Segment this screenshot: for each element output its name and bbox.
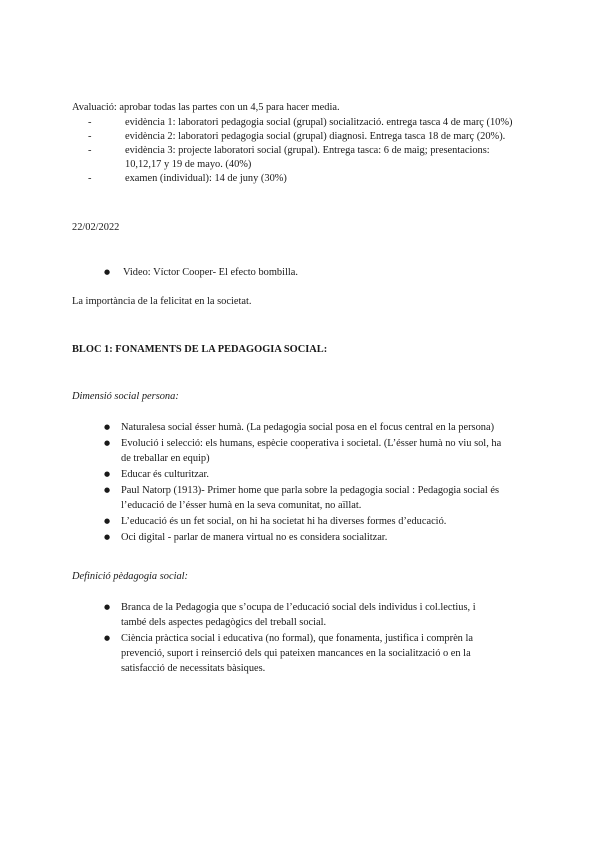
video-list: [104, 265, 298, 281]
list-item: [104, 265, 298, 280]
list-item: [104, 420, 501, 435]
dimension-item-2: Evolució i selecció: els humans, espècie cooperativa i societal. (L’ésser humà no viu sol, ha: [121, 438, 502, 449]
list-item: [88, 130, 512, 144]
evaluation-item-1: evidència 1: laboratori pedagogia social (grupal) socialització. entrega tasca 4 de març (10%): [125, 117, 513, 128]
evaluation-item-3-continued: 10,12,17 y 19 de mayo. (40%): [125, 159, 252, 170]
list-item: [104, 467, 501, 482]
dimension-item-3: Educar és culturitzar.: [121, 469, 209, 480]
list-item: [104, 646, 476, 661]
evaluation-item-4: examen (individual): 14 de juny (30%): [125, 173, 287, 184]
dimension-item-2-continued: de treballar en equip): [121, 453, 210, 464]
definition-item-2: Ciència pràctica social i educativa (no formal), que fonamenta, justifica i comprèn la: [121, 633, 473, 644]
list-item: [104, 514, 501, 529]
bullet-icon: [104, 631, 110, 647]
bullet-icon: [104, 514, 110, 530]
bullet-icon: [104, 467, 110, 483]
dimension-item-1: Naturalesa social ésser humà. (La pedagogia social posa en el focus central en la persona): [121, 422, 495, 433]
video-reference: Video: Víctor Cooper- El efecto bombilla.: [123, 267, 298, 278]
dimension-item-4-continued: l’educació de l’ésser humà en la seva comunitat, no aïllat.: [121, 500, 362, 511]
evaluation-item-2: evidència 2: laboratori pedagogia social (grupal) diagnosi. Entrega tasca 18 de març (20%).: [125, 131, 506, 142]
definition-list: [104, 600, 476, 677]
list-item: [88, 158, 512, 172]
list-item: [88, 116, 512, 130]
list-item: [104, 600, 476, 615]
bullet-icon: [104, 265, 110, 281]
bullet-icon: [104, 436, 110, 452]
definition-item-2-end: satisfacció de necessitats bàsiques.: [121, 663, 266, 674]
definition-item-1-continued: també dels aspectes pedagògics del treball social.: [121, 617, 327, 628]
session-date: 22/02/2022: [72, 222, 120, 233]
dimension-list: [104, 420, 501, 546]
dimension-item-5: L’educació és un fet social, on hi ha societat hi ha diverses formes d’educació.: [121, 516, 447, 527]
bullet-icon: [104, 530, 110, 546]
list-item: [104, 451, 501, 466]
list-item: [88, 144, 512, 158]
definition-item-2-continued: prevenció, suport i reinserció dels qui pateixen mancances en la socialització o en la: [121, 648, 471, 659]
list-item: [104, 436, 501, 451]
bullet-icon: [104, 483, 110, 499]
list-item: [104, 498, 501, 513]
evaluation-title: Avaluació: aprobar todas las partes con un 4,5 para hacer media.: [72, 102, 340, 113]
bullet-icon: [104, 420, 110, 436]
list-item: [104, 530, 501, 545]
evaluation-item-3: evidència 3: projecte laboratori social (grupal). Entrega tasca: 6 de maig; presentacions:: [125, 145, 490, 156]
definition-item-1: Branca de la Pedagogia que s’ocupa de l’educació social dels individus i col.lectius, i: [121, 602, 476, 613]
bullet-icon: [104, 600, 110, 616]
list-item: [104, 615, 476, 630]
happiness-note: La importància de la felicitat en la societat.: [72, 296, 252, 307]
dimension-item-6: Oci digital - parlar de manera virtual no es considera socialitzar.: [121, 532, 388, 543]
bloc-heading: BLOC 1: FONAMENTS DE LA PEDAGOGIA SOCIAL:: [72, 344, 328, 355]
list-item: [88, 172, 512, 186]
dimension-title: Dimensió social persona:: [72, 391, 179, 402]
evaluation-list: [88, 116, 512, 186]
list-item: [104, 631, 476, 646]
definition-title: Definició pèdagogia social:: [72, 571, 189, 582]
dimension-item-4: Paul Natorp (1913)- Primer home que parla sobre la pedagogia social : Pedagogia social és: [121, 485, 499, 496]
list-item: [104, 483, 501, 498]
list-item: [104, 661, 476, 676]
